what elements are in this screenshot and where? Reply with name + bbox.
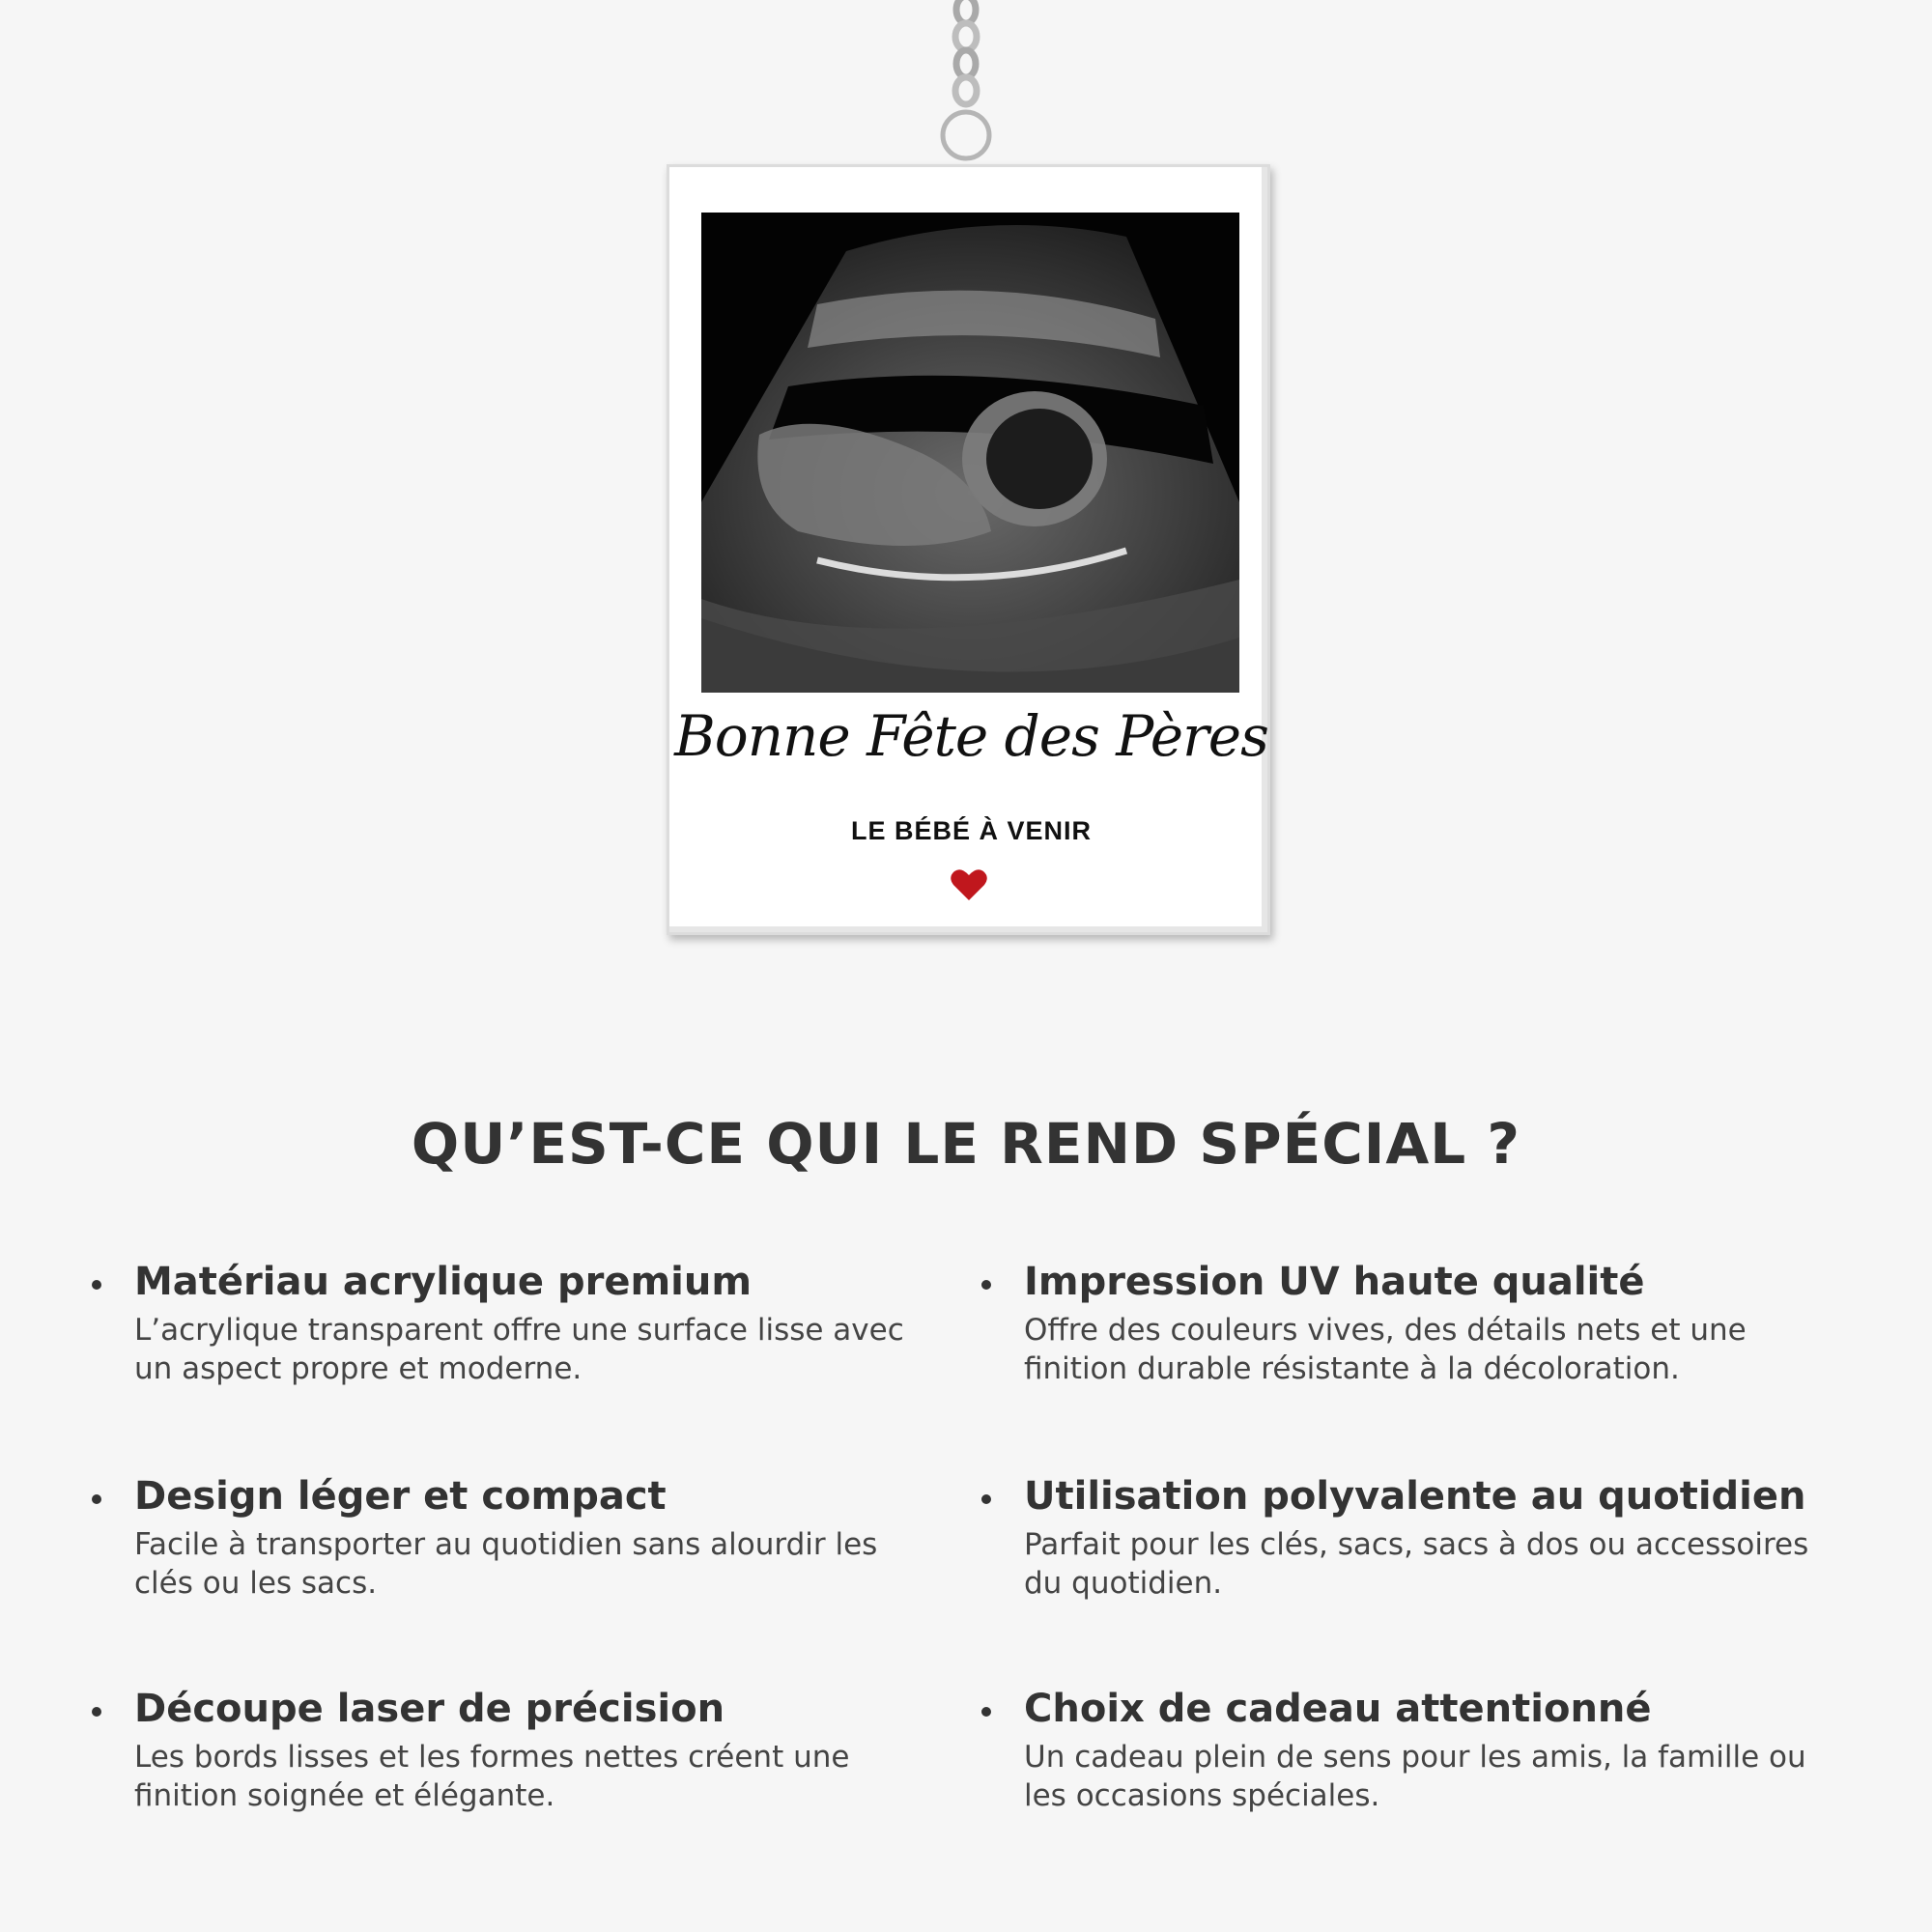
feature-title: Impression UV haute qualité [1024, 1260, 1645, 1304]
card-subtitle: LE BÉBÉ À VENIR [850, 816, 1093, 845]
bullet-icon [92, 1707, 101, 1717]
feature-title: Choix de cadeau attentionné [1024, 1687, 1652, 1731]
feature-item [134, 1469, 965, 1603]
acrylic-keychain [667, 164, 1270, 935]
feature-description: Les bords lisses et les formes nettes créent une finition soignée et élégante. [134, 1740, 850, 1813]
bullet-icon [981, 1707, 991, 1717]
feature-description: Offre des couleurs vives, des détails nets et une finition durable résistante à la décoloration. [1024, 1313, 1747, 1386]
feature-title: Utilisation polyvalente au quotidien [1024, 1474, 1806, 1519]
heart-icon [950, 867, 988, 902]
ultrasound-photo [701, 213, 1239, 693]
feature-item [1024, 1469, 1855, 1603]
feature-description: Parfait pour les clés, sacs, sacs à dos ou accessoires du quotidien. [1024, 1527, 1809, 1601]
feature-item [134, 1255, 965, 1388]
bullet-icon [92, 1280, 101, 1290]
bullet-icon [981, 1494, 991, 1504]
bullet-icon [981, 1280, 991, 1290]
section-heading: QU’EST-CE QUI LE REND SPÉCIAL ? [411, 1111, 1521, 1177]
feature-description: Un cadeau plein de sens pour les amis, la famille ou les occasions spéciales. [1024, 1740, 1806, 1813]
feature-title: Découpe laser de précision [134, 1687, 725, 1731]
feature-title: Matériau acrylique premium [134, 1260, 753, 1304]
keychain-chain-icon [927, 0, 1005, 164]
feature-item [1024, 1682, 1855, 1815]
card-title: Bonne Fête des Pères [674, 703, 1268, 769]
feature-title: Design léger et compact [134, 1474, 667, 1519]
feature-description: Facile à transporter au quotidien sans alourdir les clés ou les sacs. [134, 1527, 878, 1601]
bullet-icon [92, 1494, 101, 1504]
feature-item [1024, 1255, 1855, 1388]
feature-item [134, 1682, 965, 1815]
feature-description: L’acrylique transparent offre une surface lisse avec un aspect propre et moderne. [134, 1313, 904, 1386]
